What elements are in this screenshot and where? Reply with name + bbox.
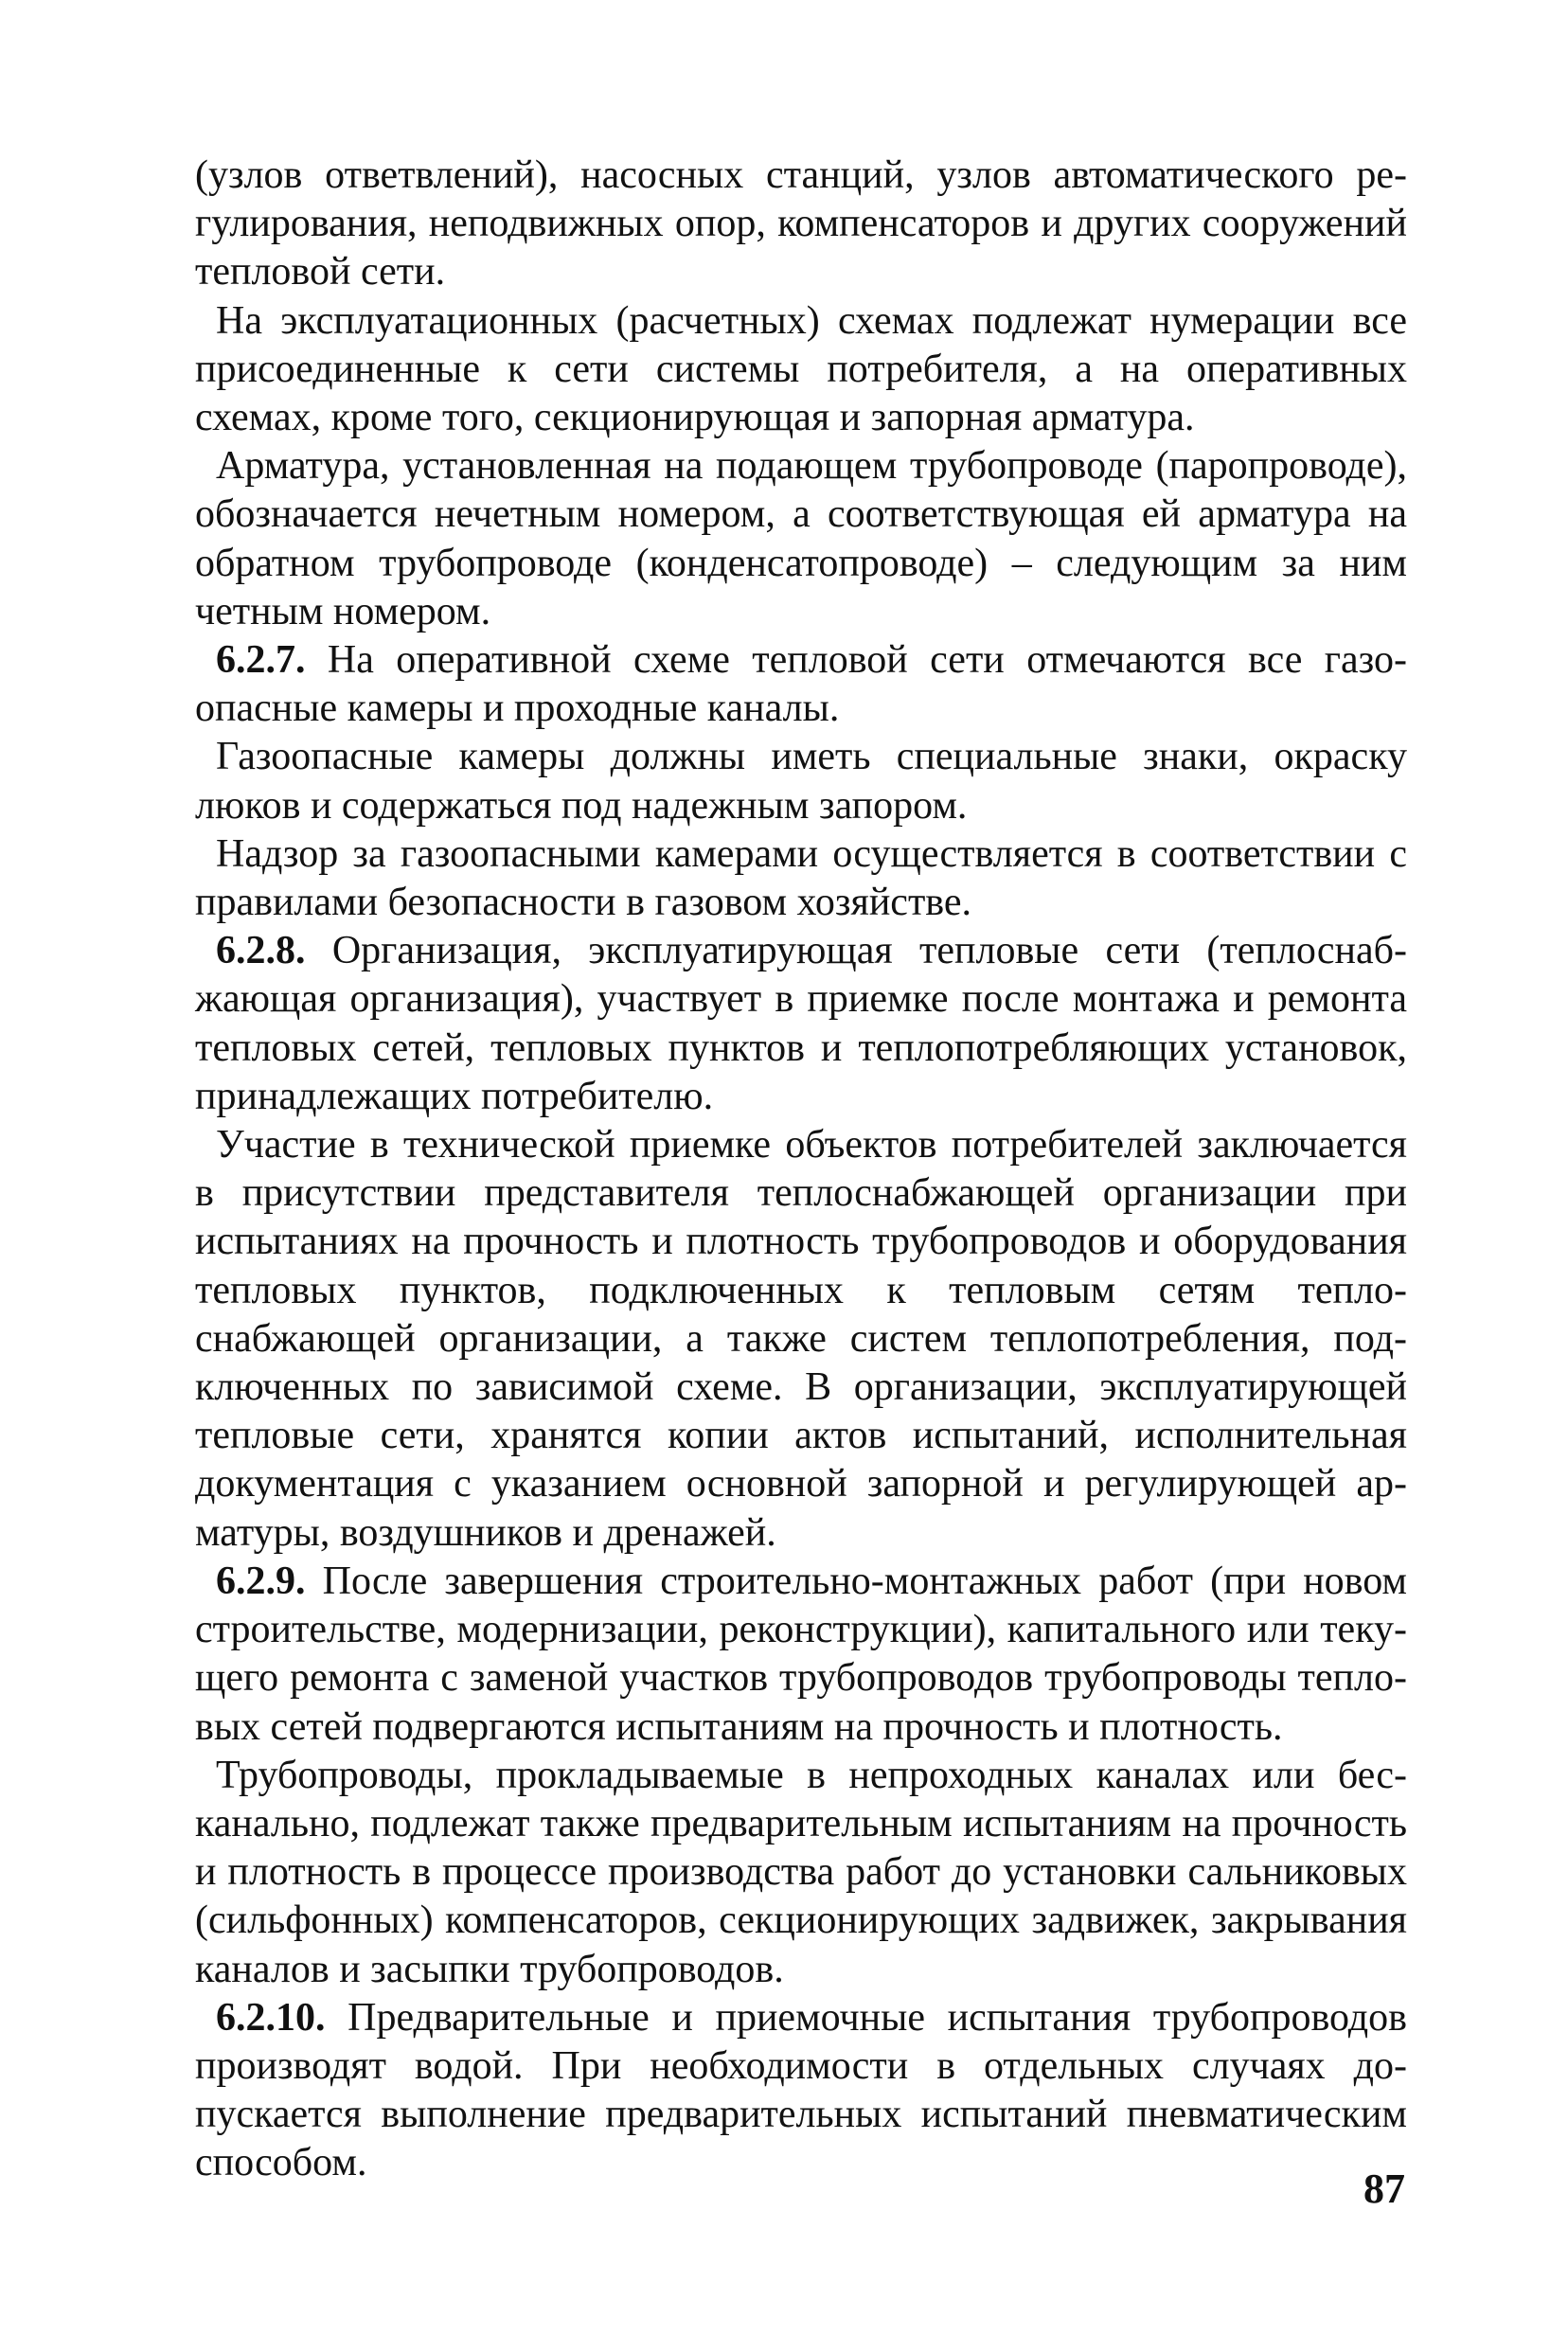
clause-6-2-9: 6.2.9. После завершения строительно-монтажных работ (при новом строительстве, модернизации, реконструкции), капитального или текущего ремонта с заменой участков трубопроводов трубопроводы тепловых сетей подвергаются испытаниям на прочность и плотность. — [195, 1559, 1407, 1749]
page-number: 87 — [1363, 2166, 1405, 2212]
paragraph-10: Трубопроводы, прокладываемые в непроходных каналах или бесканально, подлежат также предварительным испытаниям на прочность и плотность в процессе производства работ до установки сальниковых (сильфонных) компенсаторов, секционирующих задвижек, закрывания каналов и засыпки трубопроводов. — [195, 1753, 1407, 1991]
paragraph-3: Арматура, установленная на подающем трубопроводе (паропроводе), обозначается нечетным номером, а соответствующая ей арматура на обратном трубопроводе (конденсатопроводе) – следующим за ним четным номером. — [195, 444, 1407, 633]
paragraph-1: (узлов ответвлений), насосных станций, узлов автоматического регулирования, неподвижных опор, компенсаторов и других сооружений тепловой сети. — [195, 153, 1407, 294]
clause-6-2-8: 6.2.8. Организация, эксплуатирующая тепловые сети (теплоснабжающая организация), участвует в приемке после монтажа и ремонта тепловых сетей, тепловых пунктов и теплопотребляющих установок, принадлежащих потребителю. — [195, 929, 1407, 1118]
paragraph-6: Надзор за газоопасными камерами осуществляется в соответствии с правилами безопасности в газовом хозяйстве. — [195, 831, 1407, 925]
clause-number: 6.2.7. — [216, 638, 306, 683]
clause-6-2-7: 6.2.7. На оперативной схеме тепловой сети отмечаются все газоопасные камеры и проходные каналы. — [195, 638, 1407, 731]
paragraph-5: Газоопасные камеры должны иметь специальные знаки, окраску люков и содержаться под надежным запором. — [195, 735, 1407, 828]
body-text — [195, 152, 1407, 2188]
clause-number: 6.2.8. — [216, 929, 306, 973]
paragraph-8: Участие в технической приемке объектов потребителей заключается в присутствии представителя теплоснабжающей организации при испытаниях на прочность и плотность трубопроводов и оборудования тепловых пунктов, подключенных к тепловым сетям теплоснабжающей организации, а также систем теплопотребления, подключенных по зависимой схеме. В организации, эксплуатирующей тепловые сети, хранятся копии актов испытаний, исполнительная документация с указанием основной запорной и регулирующей арматуры, воздушников и дренажей. — [195, 1123, 1407, 1555]
clause-6-2-10: 6.2.10. Предварительные и приемочные испытания трубопроводов производят водой. При необходимости в отдельных случаях допускается выполнение предварительных испытаний пневматическим способом. — [195, 1995, 1407, 2185]
clause-number: 6.2.10. — [216, 1995, 326, 2040]
paragraph-2: На эксплуатационных (расчетных) схемах подлежат нумерации все присоединенные к сети системы потребителя, а на оперативных схемах, кроме того, секционирующая и запорная арматура. — [195, 298, 1407, 440]
clause-number: 6.2.9. — [216, 1559, 306, 1603]
